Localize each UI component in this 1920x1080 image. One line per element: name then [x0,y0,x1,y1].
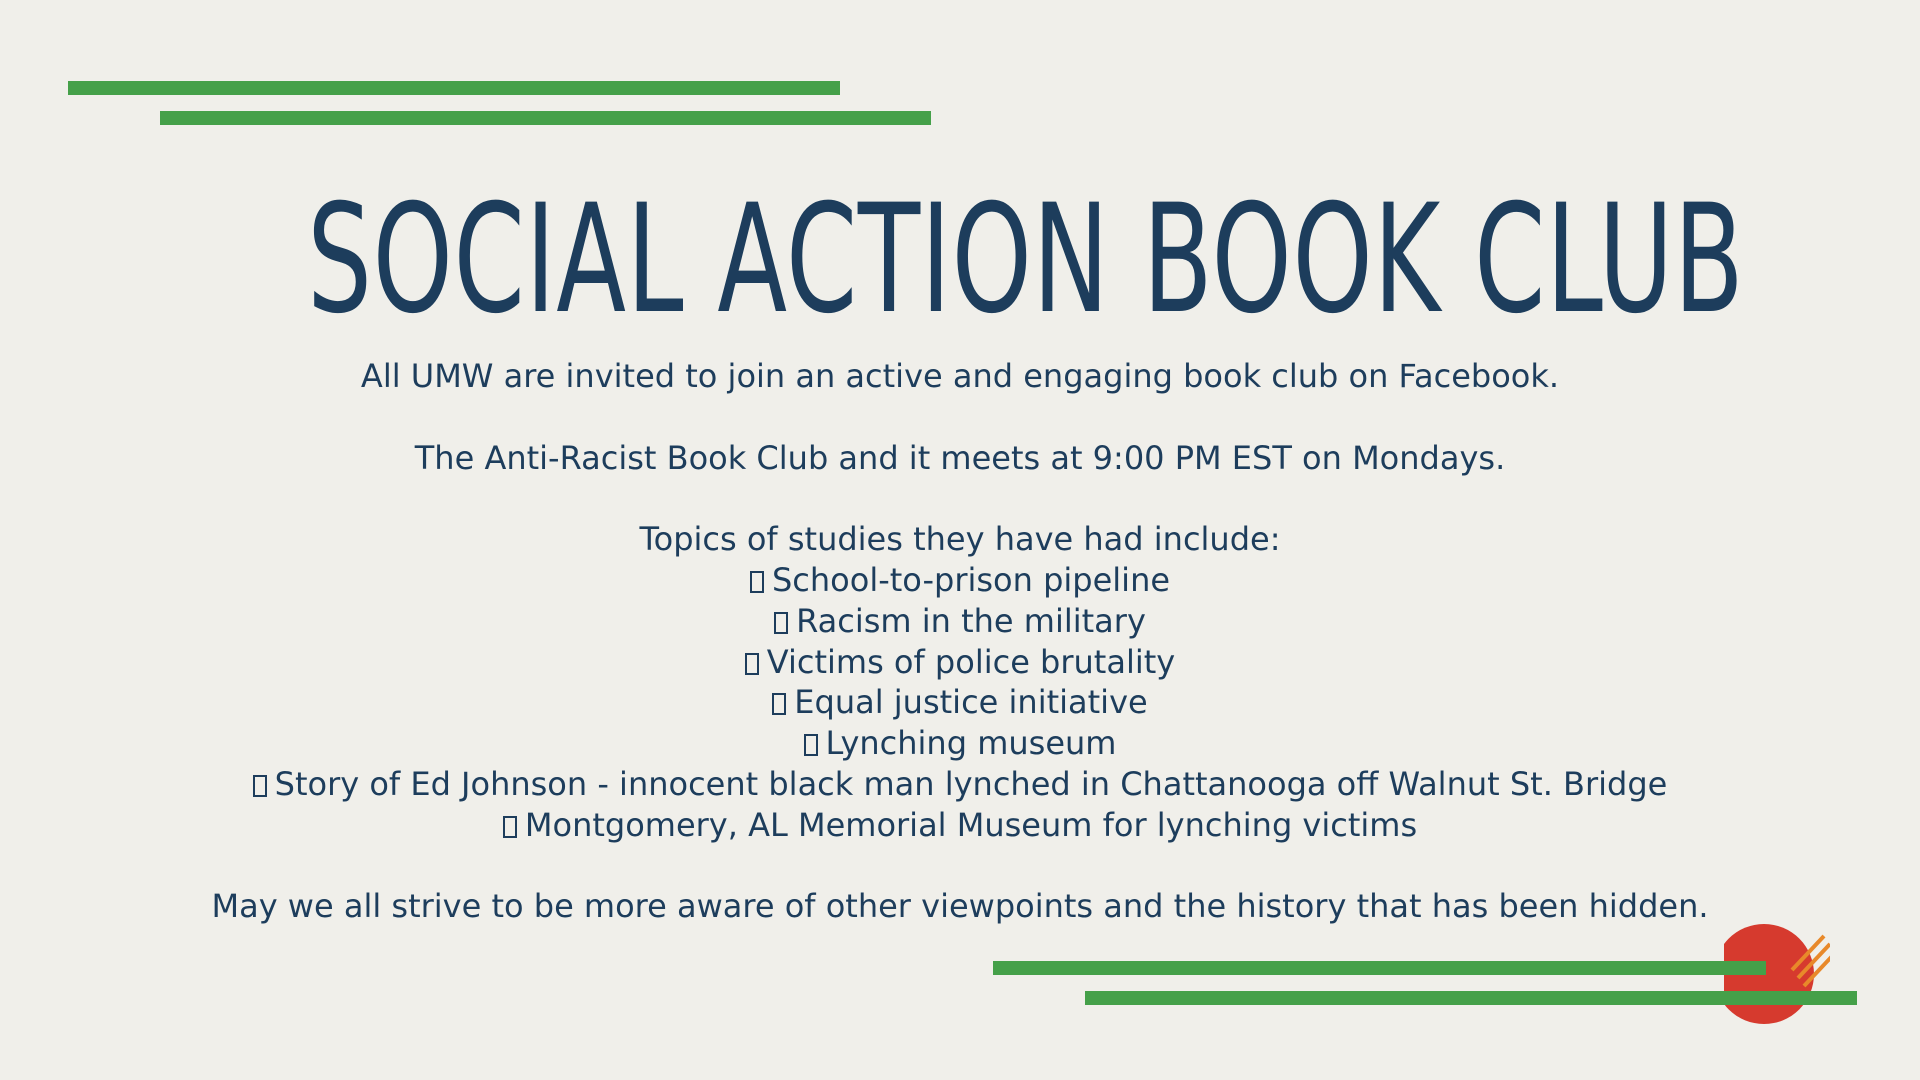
list-item-text: Equal justice initiative [794,683,1148,722]
list-item-text: Montgomery, AL Memorial Museum for lynching victims [524,805,1418,844]
missing-glyph-box-icon [774,612,788,634]
list-item-text: Racism in the military [796,601,1146,640]
list-item [0,764,1920,805]
topics-heading: Topics of studies they have had include: [639,520,1281,559]
spacer [0,478,1920,519]
list-item-text: Story of Ed Johnson - innocent black man lynched in Chattanooga off Walnut St. Bridge [274,764,1668,803]
green-bar-bottom-2 [1085,991,1857,1005]
list-item-text: Victims of police brutality [766,642,1176,681]
missing-glyph-box-icon [772,693,786,715]
list-item [0,560,1920,601]
list-item [0,601,1920,642]
green-bar-bottom-1 [993,961,1766,975]
closing-text: May we all strive to be more aware of other viewpoints and the history that has been hidden. [211,887,1709,926]
list-item [0,723,1920,764]
missing-glyph-box-icon [253,775,267,797]
intro-text: All UMW are invited to join an active and engaging book club on Facebook. [360,357,1560,395]
list-item-text: School-to-prison pipeline [771,560,1171,599]
list-item [0,805,1920,846]
list-item [0,682,1920,723]
missing-glyph-box-icon [804,734,818,756]
list-item-text: Lynching museum [825,724,1117,763]
green-bar-top-2 [160,111,931,125]
slide-title: SOCIAL ACTION BOOK CLUB [307,173,1745,347]
meeting-text: The Anti-Racist Book Club and it meets at 9:00 PM EST on Mondays. [414,438,1506,477]
green-bar-top-1 [68,81,840,95]
spacer [0,397,1920,438]
missing-glyph-box-icon [503,816,517,838]
list-item [0,642,1920,683]
missing-glyph-box-icon [750,571,764,593]
spacer [0,846,1920,887]
slide-body [0,356,1920,927]
missing-glyph-box-icon [745,653,759,675]
